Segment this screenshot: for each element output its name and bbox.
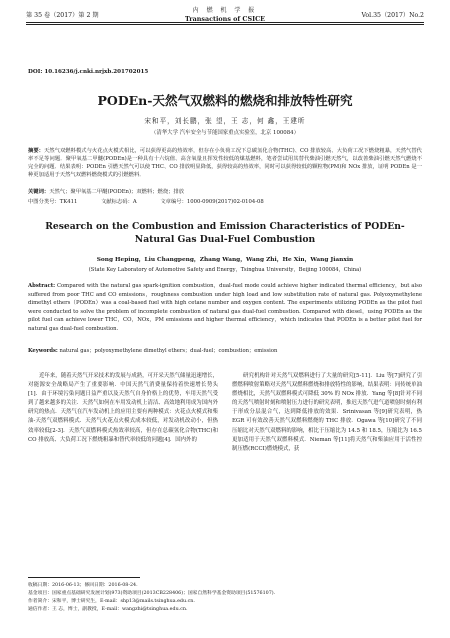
- header-rule: [26, 22, 424, 23]
- keywords-cn-text: 天然气；聚甲氧基二甲醚(PODEn)；双燃料；燃烧；排放: [49, 189, 185, 195]
- journal-volume: 第 35 卷（2017）第 2 期: [26, 12, 99, 19]
- abstract-en-label: Abstract:: [28, 283, 56, 289]
- abstract-en: [28, 282, 422, 334]
- classification-cn: [28, 199, 422, 207]
- footnote-contact: 通信作者：王 志，博士，副教授，E-mail：wangzhi@tsinghua.edu.cn.: [28, 607, 188, 612]
- paper-title-en: Research on the Combustion and Emission Characteristics of PODEn-Natural Gas Dual-Fuel Combustion: [45, 221, 405, 245]
- footnote-author: 作者简介：宋和平，博士研究生，E-mail：shp13@mails.tsinghua.edu.cn.: [28, 599, 195, 604]
- abstract-cn-text: 天然气双燃料模式与火花点火模式相比，可以获得更高的热效率，但存在小负荷工况下总碳氢化合物(THC)、CO 排放较高、大负荷工况下燃烧粗暴，天然气替代率不足等问题．聚甲氧基二甲醚(PODEn)是一种具有十六烷值、高含氧量且挥发性较低的煤基燃料，笔者尝试用其替代柴油引燃天然气，以改善柴油引燃天然气燃烧不完全的问题．结果表明：PODEn 引燃天然气可以使 THC、CO 排放明显降低，获得较高的热效率，同时可以获得较低的颗粒物(PM)和 NOx 排放，证明 PODEn 是一种更加适用于天然气双燃料燃烧模式的引燃燃料．: [28, 148, 422, 178]
- keywords-cn: [28, 189, 422, 197]
- abstract-cn-label: 摘要：: [28, 148, 44, 154]
- journal-volume-en: Vol.35（2017）No.2: [361, 12, 424, 19]
- keywords-en: [28, 348, 422, 356]
- article-number: 文章编号：1000-0909(2017)02-0104-08: [160, 199, 264, 205]
- footnote-received: 收稿日期：2016-06-13；修回日期：2016-08-24.: [28, 583, 138, 588]
- journal-name-cn: 内 燃 机 学 报: [192, 7, 258, 14]
- footnote-fund: 基金项目：国家重点基础研究发展计划(973)资助项目(2013CB228406)；国家自然科学基金资助项目(51576107).: [28, 591, 276, 596]
- authors-en: Song Heping，Liu Changpeng，Zhang Wang，Wang Zhi，He Xin，Wang Jianxin: [96, 257, 354, 263]
- header-rule-thin: [26, 24, 424, 25]
- authors-cn: 宋和平，刘长鹏，张 望，王 志，何 鑫，王建昕: [144, 117, 306, 125]
- abstract-cn: [28, 148, 422, 180]
- document-code: 文献标志码：A: [101, 199, 137, 205]
- footnote-rule: [28, 577, 140, 578]
- doi: DOI: 10.16236/j.cnki.nrjxb.201702015: [28, 69, 149, 75]
- abstract-en-text: Compared with the natural gas spark-ignition combustion，dual-fuel mode could achieve higher indicated thermal efficiency，but also suffered from poor THC and CO emissions，roughness combustion under high load and low substitution rate of natural gas. Polyoxymethylene dimethyl ethers（PODEn）was a coal-based fuel with high cetane number and oxygen content. The experiments utilizing PODEn as the pilot fuel were conducted to solve the problem of incomplete combustion of natural gas dual-fuel combustion. Compared with diesel，using PODEn as the pilot fuel can achieve lower THC，CO，NOx，PM emissions and higher thermal efficiency，which indicates that PODEn is a better pilot fuel for natural gas dual-fuel combustion.: [28, 283, 422, 332]
- paper-title-cn: PODEn-天然气双燃料的燃烧和排放特性研究: [97, 93, 353, 108]
- journal-name: [150, 5, 300, 23]
- affiliation-cn: （清华大学 汽车安全与节能国家重点实验室，北京 100084）: [151, 130, 299, 136]
- keywords-en-text: natural gas；polyoxymethylene dimethyl ethers；dual-fuel；combustion；emission: [59, 348, 278, 354]
- clc-number: 中图分类号：TK411: [28, 199, 78, 205]
- body-column-right: 研究机构针对天然气双燃料进行了大量的研究[5-11]．Liu 等[7]研究了引燃燃料喷射策略对天然气双燃料燃烧和排放特性的影响，结果表明：同传统单油燃烧相比，天然气双燃料模式可降低 30% 的 NOx 排放．Yang 等[8]针对不同的天然气喷射时刻和喷射压力进行的研究表明，推迟天然气进气道喷射时刻有利于形成分层混合气，达到降低排放的效果．Srinivasan 等[9]研究表明，热 EGR 可有效改善天然气双燃料燃烧的 THC 排放．Ogawa 等[10]研究了不同压缩比对天然气双燃料的影响，相比于压缩比为 14.5 和 18.5，压缩比为 16.5 更加适用于天然气双燃料模式．Nieman 等[11]将天然气和柴油应用于活性控制压燃(RCCI)燃烧模式，获: [232, 373, 422, 452]
- journal-name-en: Transactions of CSICE: [184, 15, 266, 23]
- keywords-en-label: Keywords:: [28, 348, 58, 354]
- affiliation-en: (State Key Laboratory of Automotive Safety and Energy，Tsinghua University，Beijing 100084，China): [88, 267, 362, 273]
- body-column-left: 近年来，随着天然气开采技术的发展与成熟，可开采天然气储量迅速增长，对能源安全战略局产生了重要影响．中国天然气消费量保持着快速增长势头[1]．由于环境污染问题日益严重以及天然气自身价格上的优势，车用天然气受到了越来越多的关注．天然气如何在车用发动机上清洁、高效地利用成为国内外研究的热点．天然气在汽车发动机上的应用主要有两种模式：火花点火模式和柴油-天然气双燃料模式．天然气火花点火模式成本较低，对发动机改动小，但热效率较低[2-3]．天然气双燃料模式热效率较高，但存在总碳氢化合物(THC)和 CO 排放高、大负荷工况下燃烧粗暴和替代率较低的问题[4]．国内外的: [28, 373, 218, 443]
- keywords-cn-label: 关键词：: [28, 189, 50, 195]
